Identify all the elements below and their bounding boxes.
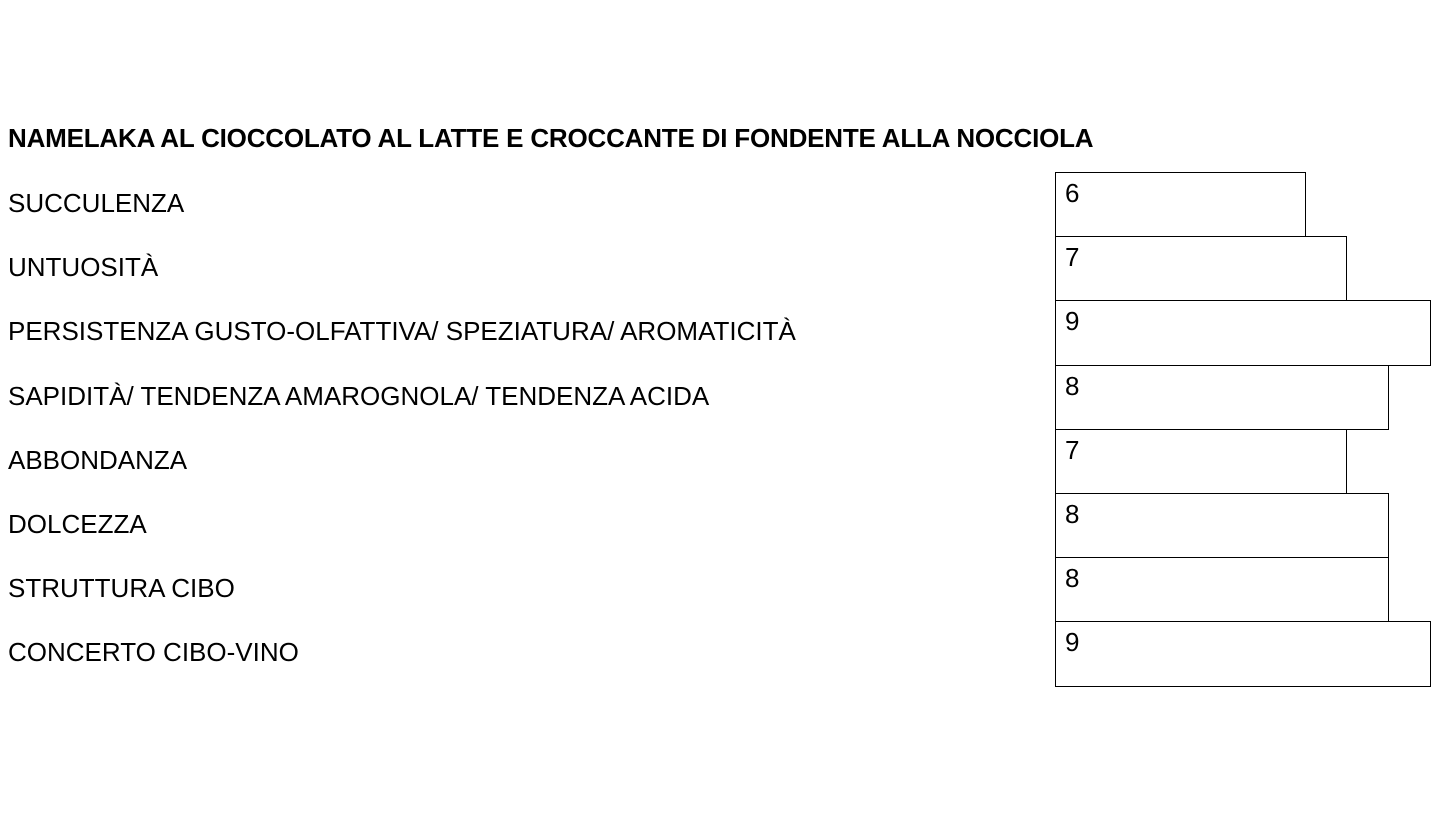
chart-title: NAMELAKA AL CIOCCOLATO AL LATTE E CROCCANTE DI FONDENTE ALLA NOCCIOLA bbox=[8, 123, 1094, 153]
bar bbox=[1055, 429, 1347, 494]
category-label: UNTUOSITÀ bbox=[8, 252, 159, 283]
category-label: ABBONDANZA bbox=[8, 444, 188, 475]
bar-value-label: 6 bbox=[1065, 178, 1080, 208]
category-label: SUCCULENZA bbox=[8, 188, 185, 218]
bar-value-label: 7 bbox=[1065, 242, 1080, 273]
bar-value-label: 8 bbox=[1065, 499, 1080, 529]
bar-value-label: 9 bbox=[1065, 306, 1080, 337]
category-label: PERSISTENZA GUSTO-OLFATTIVA/ SPEZIATURA/ AROMATICITÀ bbox=[8, 316, 796, 347]
category-label: SAPIDITÀ/ TENDENZA AMAROGNOLA/ TENDENZA ACIDA bbox=[8, 380, 710, 411]
bar-value-label: 8 bbox=[1065, 370, 1080, 401]
bar bbox=[1055, 365, 1389, 430]
bar bbox=[1055, 493, 1389, 558]
category-label: CONCERTO CIBO-VINO bbox=[8, 637, 299, 668]
category-label: STRUTTURA CIBO bbox=[8, 573, 235, 604]
bar bbox=[1055, 557, 1389, 622]
bar bbox=[1055, 236, 1347, 301]
category-label: DOLCEZZA bbox=[8, 509, 147, 539]
bar bbox=[1055, 621, 1431, 686]
bar-value-label: 7 bbox=[1065, 434, 1080, 465]
bar bbox=[1055, 300, 1431, 365]
bar bbox=[1055, 172, 1306, 237]
bar-value-label: 9 bbox=[1065, 627, 1080, 658]
bar-value-label: 8 bbox=[1065, 563, 1080, 594]
